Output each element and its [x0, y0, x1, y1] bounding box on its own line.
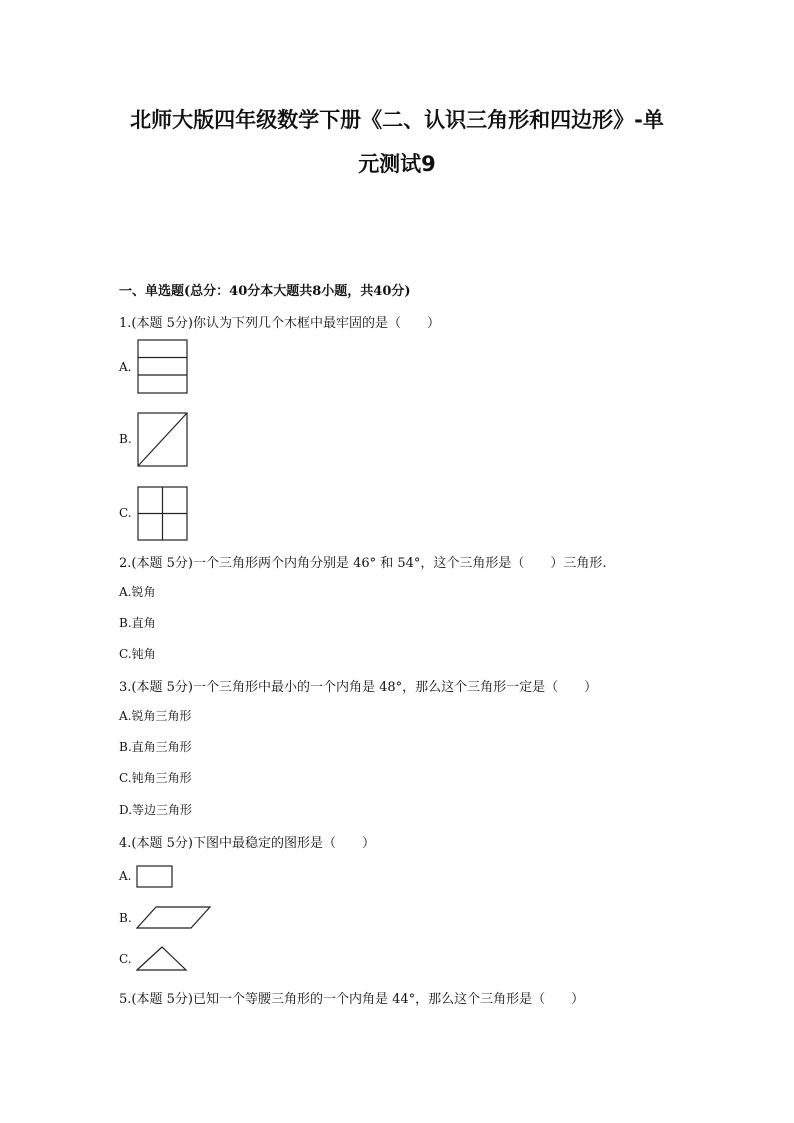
question-3-option-d: D.等边三角形	[119, 803, 193, 817]
question-4-option-b-label: B.	[119, 911, 132, 925]
question-3-option-b: B.直角三角形	[119, 740, 192, 754]
rectangle-figure	[136, 865, 174, 889]
question-3-option-c: C.钝角三角形	[119, 771, 192, 785]
question-1-option-a-label: A.	[119, 360, 132, 374]
triangle-figure	[136, 946, 188, 972]
square-with-diagonal-figure	[137, 412, 189, 468]
question-1-text: 1.(本题 5分)你认为下列几个木框中最牢固的是（ ）	[119, 316, 440, 331]
document-title-line-1: 北师大版四年级数学下册《二、认识三角形和四边形》-单	[130, 108, 664, 132]
parallelogram-figure	[136, 906, 212, 930]
question-2-option-c: C.钝角	[119, 647, 156, 661]
question-2-text: 2.(本题 5分)一个三角形两个内角分别是 46° 和 54°，这个三角形是（ ）三角形.	[119, 556, 607, 571]
question-3-text: 3.(本题 5分)一个三角形中最小的一个内角是 48°，那么这个三角形一定是（ ）	[119, 680, 598, 695]
question-1-option-b-label: B.	[119, 432, 132, 446]
question-3-option-a: A.锐角三角形	[119, 709, 192, 723]
question-4-text: 4.(本题 5分)下图中最稳定的图形是（ ）	[119, 836, 375, 851]
rectangle-three-rows-figure	[137, 339, 189, 395]
question-5-text: 5.(本题 5分)已知一个等腰三角形的一个内角是 44°，那么这个三角形是（ ）	[119, 992, 585, 1007]
question-1-option-c-label: C.	[119, 506, 132, 520]
question-4-option-a-label: A.	[119, 869, 132, 883]
question-4-option-c-label: C.	[119, 952, 132, 966]
section-heading: 一、单选题(总分：40分本大题共8小题，共40分)	[119, 284, 411, 299]
document-title-line-2: 元测试9	[358, 152, 436, 176]
square-four-quadrants-figure	[137, 486, 189, 542]
question-2-option-a: A.锐角	[119, 585, 156, 599]
question-2-option-b: B.直角	[119, 616, 156, 630]
